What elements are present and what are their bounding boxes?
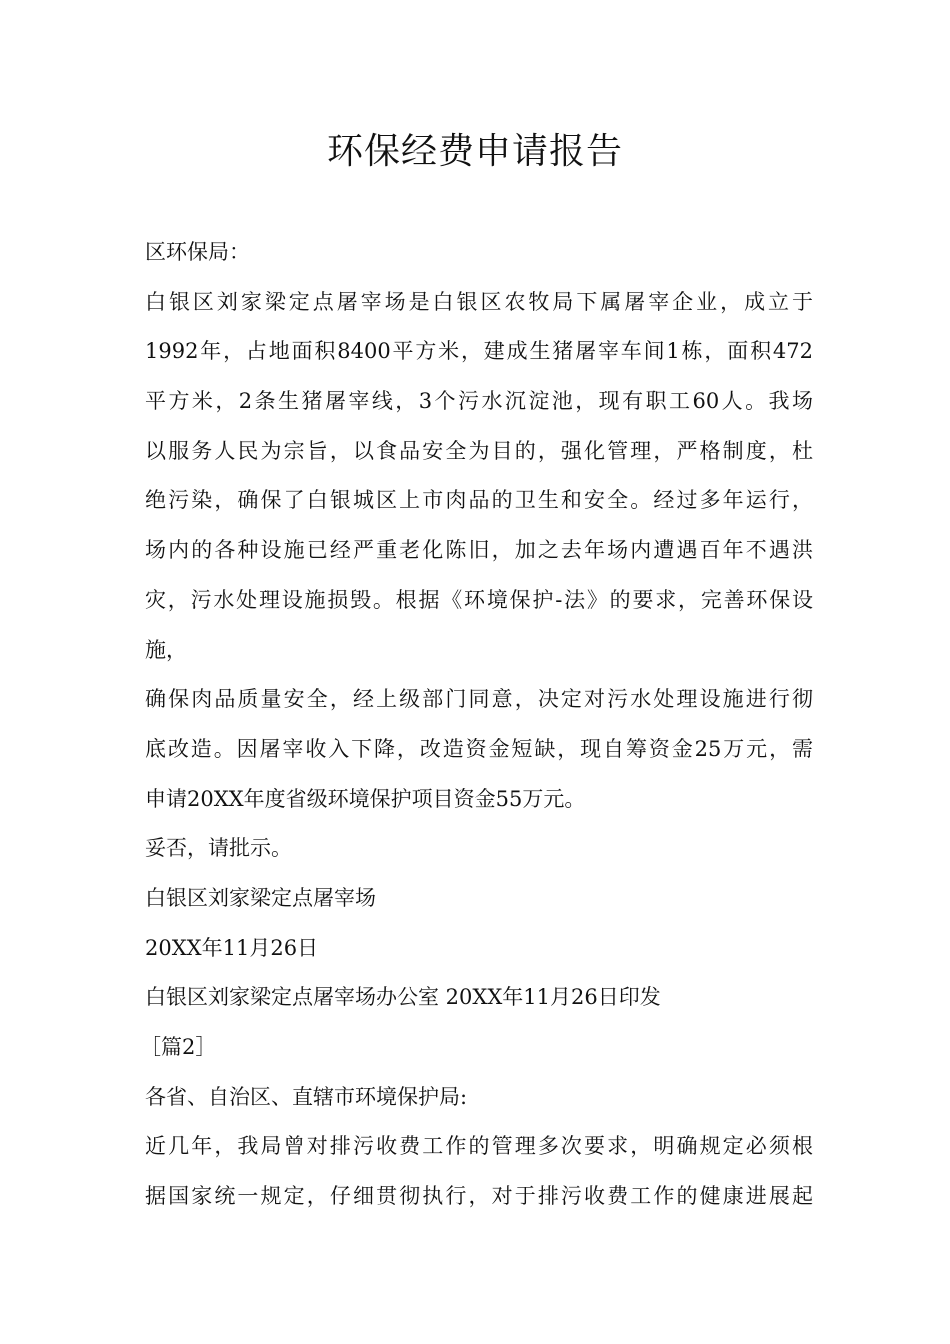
document-body (140, 228, 813, 1222)
text-line: 区环保局： (145, 240, 250, 264)
text-line: 近几年，我局曾对排污收费工作的管理多次要求，明确规定必须根 (145, 1134, 813, 1159)
document-title: 环保经费申请报告 (326, 131, 623, 172)
text-line: 施， (145, 637, 187, 662)
text-line: 白银区刘家梁定点屠宰场 (145, 885, 376, 910)
text-line: 妥否，请批示。 (145, 836, 292, 861)
text-line: 20XX年11月26日 (145, 935, 319, 960)
text-line: 场内的各种设施已经严重老化陈旧，加之去年场内遭遇百年不遇洪 (145, 538, 813, 563)
text-line: 绝污染，确保了白银城区上市肉品的卫生和安全。经过多年运行， (145, 488, 813, 513)
text-line: 各省、自治区、直辖市环境保护局: (145, 1084, 468, 1109)
text-line: 平方米，2条生猪屠宰线，3个污水沉淀池，现有职工60人。我场 (145, 389, 813, 414)
text-line: 白银区刘家梁定点屠宰场是白银区农牧局下属屠宰企业，成立于 (145, 289, 813, 314)
text-line: 以服务人民为宗旨，以食品安全为目的，强化管理，严格制度，杜 (145, 438, 813, 463)
text-line: 1992年，占地面积8400平方米，建成生猪屠宰车间1栋，面积472 (145, 339, 813, 364)
text-line: 据国家统一规定，仔细贯彻执行，对于排污收费工作的健康进展起 (145, 1184, 813, 1209)
text-line: 白银区刘家梁定点屠宰场办公室 20XX年11月26日印发 (145, 985, 661, 1010)
text-line: 申请20XX年度省级环境保护项目资金55万元。 (145, 786, 586, 811)
text-line: 灾，污水处理设施损毁。根据《环境保护-法》的要求，完善环保设 (145, 587, 813, 612)
text-line: 底改造。因屠宰收入下降，改造资金短缺，现自筹资金25万元，需 (145, 736, 813, 761)
text-line: 确保肉品质量安全，经上级部门同意，决定对污水处理设施进行彻 (145, 687, 813, 712)
text-line: ［篇2］ (140, 1035, 217, 1059)
